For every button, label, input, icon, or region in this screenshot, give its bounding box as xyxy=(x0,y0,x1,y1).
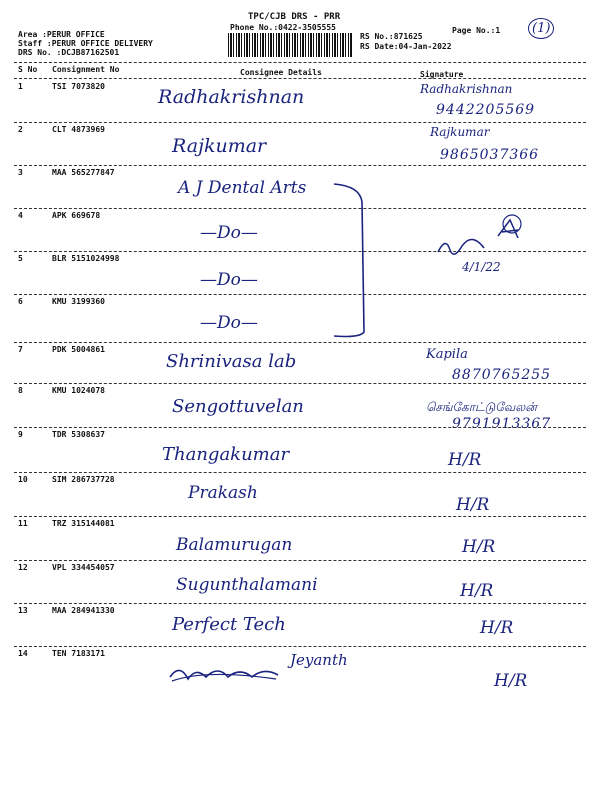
row-signature-hr: H/R xyxy=(462,537,496,557)
row-signature-hr: H/R xyxy=(460,581,494,601)
row-sno: 6 xyxy=(18,297,23,306)
row-separator xyxy=(14,294,586,295)
row-consignee: —Do— xyxy=(200,270,258,290)
col-header-consignee: Consignee Details xyxy=(240,68,322,77)
row-signature-phone: 8870765255 xyxy=(452,367,552,383)
page-circle-mark: (1) xyxy=(528,18,554,39)
table-row xyxy=(0,649,600,694)
row-sno: 14 xyxy=(18,649,28,658)
table-row xyxy=(0,519,600,564)
row-consignment-no: PDK 5004861 xyxy=(52,345,105,354)
row-consignee: Perfect Tech xyxy=(172,614,286,635)
row-consignment-no: SIM 286737728 xyxy=(52,475,115,484)
row-consignee: —Do— xyxy=(200,313,258,333)
row-consignment-no: TEN 7183171 xyxy=(52,649,105,658)
row-sno: 4 xyxy=(18,211,23,220)
row-separator xyxy=(14,342,586,343)
row-sno: 13 xyxy=(18,606,28,615)
row-signature-name: செங்கோட்டுவேலன் xyxy=(426,400,537,414)
area-label: Area :PERUR OFFICE xyxy=(18,30,105,39)
table-row xyxy=(0,297,600,342)
row-sno: 8 xyxy=(18,386,23,395)
table-row xyxy=(0,606,600,651)
row-signature-name: Kapila xyxy=(426,347,468,362)
header-separator-bottom xyxy=(14,78,586,79)
page-number: Page No.:1 xyxy=(452,26,501,35)
row-consignment-no: BLR 5151024998 xyxy=(52,254,120,263)
row-signature-phone: 9791913367 xyxy=(452,416,552,432)
row-signature-date: 4/1/22 xyxy=(462,260,501,274)
row-sno: 10 xyxy=(18,475,28,484)
row-sno: 7 xyxy=(18,345,23,354)
row-consignee: Balamurugan xyxy=(176,535,293,555)
row-consignee: A J Dental Arts xyxy=(178,178,307,198)
col-header-sno: S No xyxy=(18,65,38,74)
row-sno: 1 xyxy=(18,82,23,91)
row-separator xyxy=(14,516,586,517)
ditto-bracket xyxy=(330,182,370,342)
row-consignee: Sengottuvelan xyxy=(172,396,304,417)
row-consignment-no: TRZ 315144081 xyxy=(52,519,115,528)
row-consignment-no: CLT 4873969 xyxy=(52,125,105,134)
row-consignee: Rajkumar xyxy=(172,135,267,157)
row-consignment-no: MAA 284941330 xyxy=(52,606,115,615)
row-consignment-no: KMU 1024078 xyxy=(52,386,105,395)
row-separator xyxy=(14,427,586,428)
table-row xyxy=(0,125,600,170)
row-signature-hr: H/R xyxy=(494,671,528,691)
table-row xyxy=(0,475,600,520)
row-signature-name: Rajkumar xyxy=(430,125,490,139)
row-separator xyxy=(14,646,586,647)
row-consignee: —Do— xyxy=(200,223,258,243)
table-row xyxy=(0,430,600,475)
barcode xyxy=(228,33,352,57)
row-signature-phone: 9442205569 xyxy=(436,102,536,118)
row-separator xyxy=(14,165,586,166)
rs-date: RS Date:04-Jan-2022 xyxy=(360,42,452,51)
phone-number: Phone No.:0422-3505555 xyxy=(230,23,336,32)
row-consignment-no: TDR 5308637 xyxy=(52,430,105,439)
row-separator xyxy=(14,560,586,561)
col-header-signature: Signature xyxy=(420,70,464,79)
drs-number: DRS No. :DCJB87162501 xyxy=(18,48,120,57)
row-sno: 11 xyxy=(18,519,28,528)
row-consignment-no: APK 669678 xyxy=(52,211,101,220)
header-separator-top xyxy=(14,62,586,63)
staff-label: Staff :PERUR OFFICE DELIVERY xyxy=(18,39,153,48)
row-consignment-no: VPL 334454057 xyxy=(52,563,115,572)
table-row xyxy=(0,563,600,608)
row-consignment-no: MAA 565277847 xyxy=(52,168,115,177)
table-row xyxy=(0,386,600,431)
row-consignee: Prakash xyxy=(188,483,258,503)
row-consignee: Thangakumar xyxy=(162,444,290,465)
rs-number: RS No.:871625 xyxy=(360,32,423,41)
signature-scribble xyxy=(432,206,532,276)
row-consignee: Shrinivasa lab xyxy=(166,351,297,372)
row-consignee: Radhakrishnan xyxy=(158,86,305,108)
row-sno: 2 xyxy=(18,125,23,134)
struck-out-scribble xyxy=(166,659,286,689)
row-separator xyxy=(14,603,586,604)
table-row xyxy=(0,82,600,127)
row-separator xyxy=(14,383,586,384)
row-sno: 9 xyxy=(18,430,23,439)
doc-title: TPC/CJB DRS - PRR xyxy=(248,12,341,22)
col-header-consignment: Consignment No xyxy=(52,65,120,74)
row-sno: 12 xyxy=(18,563,28,572)
row-sno: 3 xyxy=(18,168,23,177)
row-signature-name: Radhakrishnan xyxy=(420,82,513,96)
row-separator xyxy=(14,472,586,473)
row-signature-hr: H/R xyxy=(448,450,482,470)
row-consignment-no: KMU 3199360 xyxy=(52,297,105,306)
row-separator xyxy=(14,122,586,123)
row-signature-phone: 9865037366 xyxy=(440,147,540,163)
row-consignee: Sugunthalamani xyxy=(176,575,318,595)
row-signature-hr: H/R xyxy=(480,618,514,638)
row-consignment-no: TSI 7073820 xyxy=(52,82,105,91)
row-consignee: Jeyanth xyxy=(290,651,348,669)
row-signature-hr: H/R xyxy=(456,495,490,515)
row-sno: 5 xyxy=(18,254,23,263)
